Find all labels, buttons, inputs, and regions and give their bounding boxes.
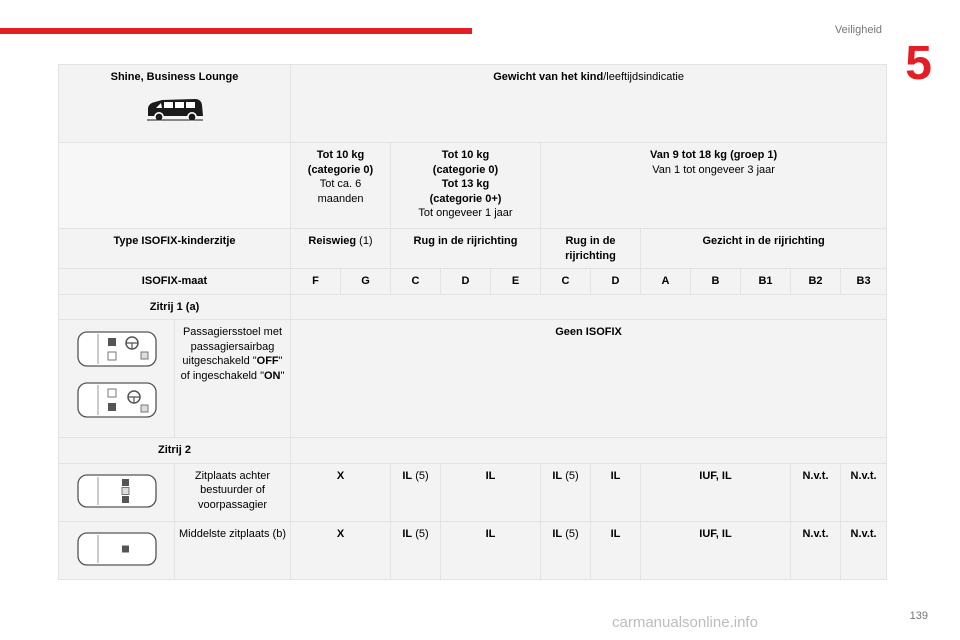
table-row — [59, 438, 887, 464]
value-cell: IL (5) — [541, 521, 591, 579]
empty-cell — [59, 143, 291, 229]
model-label: Shine, Business Lounge — [110, 71, 239, 83]
value-cell: IL — [441, 463, 541, 521]
value-cell: IL (5) — [391, 463, 441, 521]
seat-diagram-cell — [59, 521, 175, 579]
size-cell: A — [641, 269, 691, 295]
table-row — [59, 269, 887, 295]
type-label: Type ISOFIX-kinderzitje — [59, 229, 291, 269]
value-cell: N.v.t. — [791, 463, 841, 521]
table-row — [59, 320, 887, 438]
size-cell: G — [341, 269, 391, 295]
size-cell: F — [291, 269, 341, 295]
page-number: 139 — [909, 610, 928, 622]
van-top-view-middle-icon — [74, 530, 160, 568]
size-cell: D — [441, 269, 491, 295]
group-cell-3: Van 9 tot 18 kg (groep 1) Van 1 tot ongeveer 3 jaar — [541, 143, 887, 229]
size-cell: C — [391, 269, 441, 295]
value-cell: IL — [591, 521, 641, 579]
weight-header: Gewicht van het kind/leeftijdsindicatie — [291, 65, 887, 143]
van-icon — [145, 97, 205, 123]
model-cell — [59, 65, 291, 143]
seat-row-2-header: Zitrij 2 — [59, 438, 291, 464]
value-cell: IL — [591, 463, 641, 521]
seat-diagram-cell — [59, 463, 175, 521]
passenger-seat-desc: Passagiersstoel met passagiersairbag uitgeschakeld "OFF" of ingeschakeld "ON" — [175, 320, 291, 438]
van-top-view-airbag-off-icon — [74, 328, 160, 370]
seat-diagram-cell — [59, 320, 175, 438]
middle-seat-desc: Middelste zitplaats (b) — [175, 521, 291, 579]
type-forward-facing: Gezicht in de rijrichting — [641, 229, 887, 269]
watermark: carmanualsonline.info — [612, 614, 758, 631]
type-carrycot: Reiswieg (1) — [291, 229, 391, 269]
value-cell: IUF, IL — [641, 521, 791, 579]
value-cell: IUF, IL — [641, 463, 791, 521]
table-row — [59, 463, 887, 521]
no-isofix-cell: Geen ISOFIX — [291, 320, 887, 438]
type-rear-facing-2: Rug in de rijrichting — [541, 229, 641, 269]
empty-cell — [291, 438, 887, 464]
size-cell: D — [591, 269, 641, 295]
size-cell: B2 — [791, 269, 841, 295]
table-row — [59, 521, 887, 579]
header-red-bar — [0, 28, 472, 34]
type-rear-facing-1: Rug in de rijrichting — [391, 229, 541, 269]
value-cell: X — [291, 463, 391, 521]
group-cell-2: Tot 10 kg (categorie 0) Tot 13 kg (categorie 0+) Tot ongeveer 1 jaar — [391, 143, 541, 229]
size-cell: C — [541, 269, 591, 295]
size-cell: E — [491, 269, 541, 295]
value-cell: IL (5) — [541, 463, 591, 521]
table-row — [59, 143, 887, 229]
van-top-view-airbag-on-icon — [74, 379, 160, 421]
table-row — [59, 65, 887, 143]
seat-row-1-header: Zitrij 1 (a) — [59, 294, 291, 320]
value-cell: N.v.t. — [841, 521, 887, 579]
group-cell-1: Tot 10 kg (categorie 0) Tot ca. 6 maanden — [291, 143, 391, 229]
table-row — [59, 294, 887, 320]
rear-outer-seat-desc: Zitplaats achter bestuurder of voorpassagier — [175, 463, 291, 521]
van-top-view-rear-outer-icon — [74, 472, 160, 510]
isofix-table — [58, 64, 887, 580]
table-row — [59, 229, 887, 269]
value-cell: X — [291, 521, 391, 579]
value-cell: N.v.t. — [841, 463, 887, 521]
size-cell: B1 — [741, 269, 791, 295]
value-cell: IL — [441, 521, 541, 579]
value-cell: N.v.t. — [791, 521, 841, 579]
section-title: Veiligheid — [834, 24, 882, 36]
value-cell: IL (5) — [391, 521, 441, 579]
chapter-number: 5 — [905, 37, 932, 90]
empty-cell — [291, 294, 887, 320]
size-cell: B — [691, 269, 741, 295]
size-label: ISOFIX-maat — [59, 269, 291, 295]
size-cell: B3 — [841, 269, 887, 295]
